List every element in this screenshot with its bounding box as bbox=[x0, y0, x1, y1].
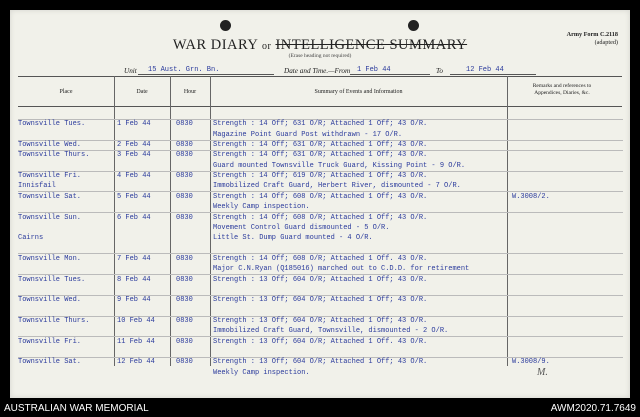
column-header-remarks bbox=[507, 83, 617, 97]
entry-place: Townsville Wed. bbox=[18, 296, 82, 305]
column-header-summary: Summary of Events and Information bbox=[314, 89, 403, 95]
entry-summary: Strength : 14 Off; 631 O/R; Attached 1 Off; 43 O/R. bbox=[213, 151, 428, 160]
entry-place: Townsville Tues. bbox=[18, 120, 86, 129]
remarks-header-line-2: Appendices, Diaries, &c. bbox=[534, 90, 590, 96]
entry-summary: Immobilized Craft Guard, Townsville, dismounted - 2 O/R. bbox=[213, 327, 449, 336]
entry-hour: 0830 bbox=[176, 317, 193, 325]
entry-place: Townsville Sat. bbox=[18, 358, 82, 367]
unit-label: Unit bbox=[124, 67, 137, 75]
entry-place: Townsville Tues. bbox=[18, 275, 86, 284]
entry-summary: Movement Control Guard dismounted - 5 O/R. bbox=[213, 223, 390, 232]
entry-summary: Strength : 14 Off; 631 O/R; Attached 1 Off; 43 O/R. bbox=[213, 120, 428, 129]
entry-date: 7 Feb 44 bbox=[117, 254, 151, 263]
entry-summary: Magazine Point Guard Post withdrawn - 17 O/R. bbox=[213, 130, 403, 139]
entry-place: Townsville Thurs. bbox=[18, 317, 90, 325]
entry-hour: 0830 bbox=[176, 192, 193, 201]
entry-hour: 0830 bbox=[176, 254, 193, 263]
entry-date: 5 Feb 44 bbox=[117, 192, 151, 201]
title-subtitle: (Erase heading not required) bbox=[288, 53, 352, 59]
entry-summary: Strength : 13 Off; 604 O/R; Attached 1 Off. 43 O/R. bbox=[213, 337, 428, 346]
date-to-value: 12 Feb 44 bbox=[466, 66, 504, 74]
date-to-underline bbox=[450, 74, 536, 75]
form-number: Army Form C.2118 bbox=[566, 31, 618, 38]
entry-date: 6 Feb 44 bbox=[117, 213, 151, 222]
entry-remark: W.3008/2. bbox=[512, 192, 550, 201]
entry-place: Townsville Sun. bbox=[18, 213, 82, 222]
entry-place: Townsville Fri. bbox=[18, 337, 82, 346]
entry-place: Townsville Fri. bbox=[18, 172, 82, 181]
entry-summary: Major C.N.Ryan (Q185016) marched out to C.D.D. for retirement bbox=[213, 265, 470, 274]
entry-summary: Guard mounted Townsville Truck Guard, Kissing Point - 9 O/R. bbox=[213, 161, 466, 170]
entry-place: Townsville Thurs. bbox=[18, 151, 90, 160]
entry-date: 4 Feb 44 bbox=[117, 172, 151, 181]
diary-page bbox=[10, 10, 630, 398]
column-header-place: Place bbox=[59, 89, 73, 95]
date-time-label: Date and Time.—From bbox=[284, 67, 351, 75]
title-or: or bbox=[261, 41, 272, 52]
entry-summary: Strength : 14 Off; 608 O/R; Attached 1 Off; 43 O/R. bbox=[213, 192, 428, 201]
entry-place: Townsville Wed. bbox=[18, 141, 82, 150]
entry-hour: 0830 bbox=[176, 296, 193, 305]
entry-hour: 0830 bbox=[176, 141, 193, 150]
entry-hour: 0830 bbox=[176, 358, 193, 367]
entry-date: 11 Feb 44 bbox=[117, 337, 155, 346]
remarks-header-line-1: Remarks and references to bbox=[532, 83, 592, 89]
entry-summary: Immobilized Craft Guard, Herbert River, dismounted - 7 O/R. bbox=[213, 182, 461, 191]
entry-summary: Strength : 13 Off; 604 O/R; Attached 1 Off; 43 O/R. bbox=[213, 275, 428, 284]
table-header-rule bbox=[18, 106, 622, 107]
entry-summary: Weekly Camp inspection. bbox=[213, 368, 310, 377]
entry-hour: 0830 bbox=[176, 172, 193, 181]
entry-place: Townsville Sat. bbox=[18, 192, 82, 201]
unit-underline bbox=[138, 74, 274, 75]
entry-date: 2 Feb 44 bbox=[117, 141, 151, 150]
date-from-value: 1 Feb 44 bbox=[357, 66, 391, 74]
entry-hour: 0830 bbox=[176, 120, 193, 129]
date-to-label: To bbox=[436, 67, 443, 75]
entry-summary: Strength : 13 Off; 604 O/R; Attached 1 Off; 43 O/R. bbox=[213, 358, 428, 367]
title-struck-intelligence-summary: INTELLIGENCE SUMMARY bbox=[275, 37, 468, 53]
entry-summary: Little St. Dump Guard mounted - 4 O/R. bbox=[213, 234, 373, 243]
table-top-rule bbox=[18, 76, 622, 77]
footer-institution: AUSTRALIAN WAR MEMORIAL bbox=[4, 403, 149, 414]
entry-hour: 0830 bbox=[176, 337, 193, 346]
punch-hole-right bbox=[408, 20, 419, 31]
entry-date: 3 Feb 44 bbox=[117, 151, 151, 160]
entry-summary: Weekly Camp inspection. bbox=[213, 203, 310, 212]
entry-summary: Strength : 14 Off; 608 O/R; Attached 1 Off. 43 O/R. bbox=[213, 254, 428, 263]
entry-remark: W.3008/9. bbox=[512, 358, 550, 367]
entry-date: 9 Feb 44 bbox=[117, 296, 151, 305]
entry-hour: 0830 bbox=[176, 275, 193, 284]
column-header-hour: Hour bbox=[183, 89, 197, 95]
entry-hour: 0830 bbox=[176, 213, 193, 222]
entry-date: 8 Feb 44 bbox=[117, 275, 151, 284]
initials-signature: M. bbox=[537, 367, 548, 378]
unit-value: 15 Aust. Grn. Bn. bbox=[148, 66, 220, 74]
entry-summary: Strength : 13 Off; 604 O/R; Attached 1 Off; 43 O/R. bbox=[213, 296, 428, 305]
entry-summary: Strength : 14 Off; 619 O/R; Attached 1 Off; 43 O/R. bbox=[213, 172, 428, 181]
page-title bbox=[10, 37, 630, 54]
entry-place: Cairns bbox=[18, 234, 44, 243]
column-header-date: Date bbox=[136, 89, 148, 95]
entry-place: Townsville Mon. bbox=[18, 254, 82, 263]
form-adapted-note: (adapted) bbox=[594, 39, 618, 46]
entry-summary: Strength : 14 Off; 631 O/R; Attached 1 Off; 43 O/R. bbox=[213, 141, 428, 150]
punch-hole-left bbox=[220, 20, 231, 31]
entry-summary: Strength : 14 Off; 608 O/R; Attached 1 Off; 43 O/R. bbox=[213, 213, 428, 222]
footer-accession-number: AWM2020.71.7649 bbox=[550, 403, 636, 414]
entry-date: 10 Feb 44 bbox=[117, 317, 155, 325]
entry-date: 1 Feb 44 bbox=[117, 120, 151, 129]
entry-hour: 0830 bbox=[176, 151, 193, 160]
entry-summary: Strength : 13 Off; 604 O/R; Attached 1 Off; 43 O/R. bbox=[213, 317, 428, 325]
title-war-diary: WAR DIARY bbox=[172, 37, 258, 53]
date-from-underline bbox=[350, 74, 430, 75]
entry-date: 12 Feb 44 bbox=[117, 358, 155, 367]
entry-place: Innisfail bbox=[18, 182, 56, 191]
